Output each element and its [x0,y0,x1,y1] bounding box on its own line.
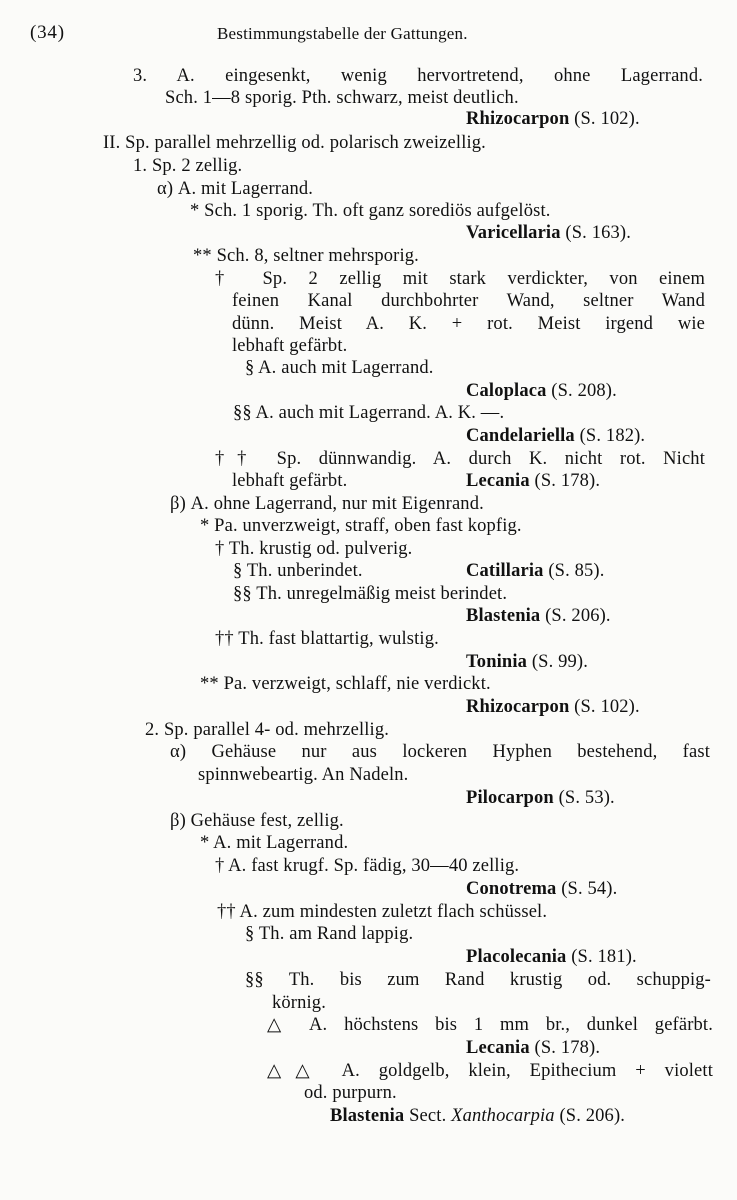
key-section-II: II. Sp. parallel mehrzellig od. polarisch zweizellig. [103,133,486,153]
page-reference: (S. 206). [554,1106,626,1126]
page-reference: (S. 163). [560,223,631,243]
genus-result [466,222,631,244]
key-line-double-dagger: †† Sp. dünnwandig. A. durch K. nicht rot. Nicht [215,449,705,469]
key-line-dagger-cont: dünn. Meist A. K. + rot. Meist irgend wie [232,314,705,334]
genus-result [466,560,605,582]
section-name: Xanthocarpia [451,1106,555,1126]
genus-name: Blastenia [466,606,541,626]
key-line-section: § Th. unberindet. [233,561,363,581]
key-line-dagger-cont: lebhaft gefärbt. [232,336,348,356]
key-line-star: * Pa. unverzweigt, straff, oben fast kopfig. [200,516,522,536]
key-line-3a-cont: Sch. 1—8 sporig. Pth. schwarz, meist deutlich. [165,88,519,108]
genus-result [466,878,617,900]
key-line-double-dagger: †† Th. fast blattartig, wulstig. [215,629,439,649]
key-line-dagger: † A. fast krugf. Sp. fädig, 30—40 zellig. [215,856,520,876]
genus-name: Rhizocarpon [466,697,570,717]
key-line-beta: β) Gehäuse fest, zellig. [170,811,344,831]
key-line-double-star: ** Pa. verzweigt, schlaff, nie verdickt. [200,674,491,694]
page-reference: (S. 54). [556,879,618,899]
page-reference: (S. 85). [543,561,605,581]
genus-name: Lecania [466,471,530,491]
genus-result [466,1037,600,1059]
key-line-dagger: † Sp. 2 zellig mit stark verdickter, von einem [215,269,705,289]
genus-name: Catillaria [466,561,544,581]
page-reference: (S. 99). [527,652,589,672]
genus-name: Placolecania [466,947,567,967]
key-line-dagger-cont: feinen Kanal durchbohrter Wand, seltner Wand [232,291,705,311]
genus-name: Toninia [466,652,528,672]
key-line-double-section-cont: körnig. [272,993,326,1013]
page-reference: (S. 178). [529,471,601,491]
genus-name: Caloplaca [466,381,547,401]
genus-result [466,425,645,447]
key-line-alpha-cont: spinnwebeartig. An Nadeln. [198,765,409,785]
page-reference: (S. 208). [546,381,617,401]
genus-result [466,651,588,673]
genus-result [466,787,615,809]
key-line-2: 2. Sp. parallel 4- od. mehrzellig. [145,720,389,740]
key-line-dagger: † Th. krustig od. pulverig. [215,539,413,559]
key-line-3a: 3. A. eingesenkt, wenig hervortretend, ohne Lagerrand. [133,66,703,86]
page-reference: (S. 102). [569,109,640,129]
genus-result [466,108,640,130]
genus-result [466,470,600,492]
page-reference: (S. 102). [569,697,640,717]
genus-result [466,380,617,402]
key-line-section: § A. auch mit Lagerrand. [245,358,434,378]
genus-result [466,605,611,627]
page-reference: (S. 182). [574,426,646,446]
page-reference: (S. 181). [566,947,637,967]
genus-result [466,696,640,718]
key-line-alpha: α) Gehäuse nur aus lockeren Hyphen bestehend, fast [170,742,710,762]
genus-name: Varicellaria [466,223,561,243]
genus-result [466,946,637,968]
genus-name: Candelariella [466,426,575,446]
key-line-1: 1. Sp. 2 zellig. [133,156,243,176]
key-line-double-dagger: †† A. zum mindesten zuletzt flach schüssel. [217,902,548,922]
genus-name: Blastenia [330,1106,405,1126]
genus-result [330,1105,625,1127]
page-number: (34) [30,22,65,43]
genus-name: Conotrema [466,879,557,899]
genus-name: Pilocarpon [466,788,554,808]
genus-name: Lecania [466,1038,530,1058]
key-line-double-section: §§ Th. bis zum Rand krustig od. schuppig- [245,970,711,990]
key-line-double-triangle-cont: od. purpurn. [304,1083,397,1103]
genus-name: Rhizocarpon [466,109,570,129]
key-line-section: § Th. am Rand lappig. [245,924,414,944]
key-line-star: * A. mit Lagerrand. [200,833,349,853]
running-title: Bestimmungstabelle der Gattungen. [217,24,468,43]
key-line-double-star: ** Sch. 8, seltner mehrsporig. [193,246,419,266]
page-reference: (S. 178). [529,1038,601,1058]
key-line-double-section: §§ A. auch mit Lagerrand. A. K. —. [233,403,505,423]
page-reference: (S. 206). [540,606,611,626]
key-line-star: * Sch. 1 sporig. Th. oft ganz sorediös aufgelöst. [190,201,551,221]
page-reference: (S. 53). [553,788,615,808]
key-line-double-dagger-cont: lebhaft gefärbt. [232,471,348,491]
key-line-double-section: §§ Th. unregelmäßig meist berindet. [233,584,508,604]
section-label: Sect. [404,1106,452,1126]
key-line-double-triangle: △△ A. goldgelb, klein, Epithecium + violett [267,1061,713,1081]
key-line-beta: β) A. ohne Lagerrand, nur mit Eigenrand. [170,494,484,514]
key-line-triangle: △ A. höchstens bis 1 mm br., dunkel gefärbt. [267,1015,713,1035]
key-line-alpha: α) A. mit Lagerrand. [157,179,314,199]
